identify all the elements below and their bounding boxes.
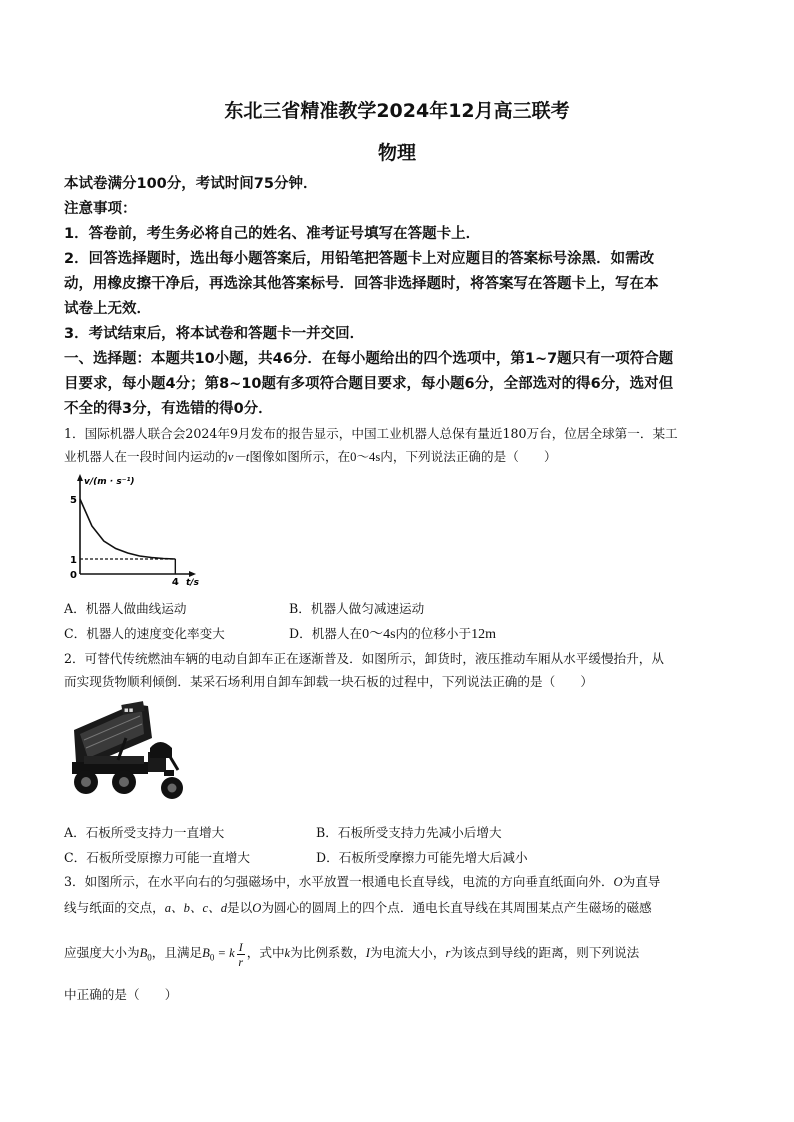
section1-line-1: 一、选择题：本题共10小题，共46分．在每小题给出的四个选项中，第1~7题只有一项符合题 [64,351,674,367]
q1-option-d [289,623,496,643]
q3-line-3-f: 为该点到导线的距离，则下列说法 [450,945,640,960]
vt-origin: 0 [70,570,77,581]
q1-line-2-c: 内，下列说法正确的是（ ） [380,449,557,464]
dump-truck-image [64,700,188,806]
vt-curve [80,499,175,559]
note-item-2-line-2: 动，用橡皮擦干净后，再选涂其他答案标号．回答非选择题时，将答案写在答题卡上，写在本 [64,276,659,292]
q1-option-d-range: 0～4s [362,627,396,642]
q1-option-d-val: 12m [471,627,496,642]
q3-line-3-a: 应强度大小为 [64,945,140,960]
vt-x-arrow [189,571,196,577]
note-item-1: 1．答卷前，考生务必将自己的姓名、准考证号填写在答题卡上． [64,226,481,242]
note-item-2-line-1: 2．回答选择题时，选出每小题答案后，用铅笔把答题卡上对应题目的答案标号涂黑．如需改 [64,251,655,267]
q2-option-c: C．石板所受原擦力可能一直增大 [64,850,250,865]
q1-line-2-b: 图像如图所示，在 [249,449,351,464]
section1-line-2: 目要求，每小题4分；第8~10题有多项符合题目要求，每小题6分，全部选对的得6分，选对但 [64,376,674,392]
vt-xlabel: t/s [186,578,199,588]
q3-line-4: 中正确的是（ ） [64,987,178,1002]
svg-text:▪▪: ▪▪ [124,706,134,714]
q1-line-2-a: 业机器人在一段时间内运动的 [64,449,228,464]
vt-y-arrow [77,474,83,481]
vt-ytick-1: 1 [70,555,77,566]
q3-line-1-b: 为直导 [622,874,661,889]
vt-xtick-4: 4 [171,577,179,588]
note-item-2-line-3: 试卷上无效． [64,301,151,317]
q1-option-a: A．机器人做曲线运动 [64,601,187,616]
vt-ylabel: v/(m · s⁻¹) [84,477,135,487]
vt-symbol: v－t [227,450,250,464]
q3-line-1 [64,872,736,892]
q3-line-3-c: ，式中 [246,945,285,960]
exam-title: 东北三省精准教学2024年12月高三联考 [224,100,570,122]
score-time-note: 本试卷满分100分，考试时间75分钟． [64,176,318,192]
q2-line-1: 2．可替代传统燃油车辆的电动自卸车正在逐渐普及．如图所示，卸货时，液压推动车厢从水平缓慢抬升，从 [64,651,664,666]
q1-option-b: B．机器人做匀减速运动 [289,601,425,616]
q2-option-b: B．石板所受支持力先减小后增大 [316,825,502,840]
q1-line-1: 1．国际机器人联合会2024年9月发布的报告显示，中国工业机器人总保有量近180万台，位居全球第一．某工 [64,426,678,441]
q3-line-2-a: 线与纸面的交点， [64,900,165,915]
notes-heading: 注意事项： [64,201,137,217]
q3-center-o: O [252,901,262,915]
section1-line-3: 不全的得3分，有选错的得0分． [64,401,273,417]
q2-option-a: A．石板所受支持力一直增大 [64,825,225,840]
q3-line-2-b: 是以 [227,900,253,915]
q3-r: r [445,946,451,960]
q3-line-2-c: 为圆心的圆周上的四个点．通电长直导线在其周围某点产生磁场的磁感 [261,900,652,915]
q1-option-d-a: D．机器人在 [289,626,363,641]
q3-line-3-d: 为比例系数， [290,945,366,960]
q2-line-2: 而实现货物顺利倾倒．某采石场利用自卸车卸载一块石板的过程中，下列说法正确的是（ ） [64,674,593,689]
q1-option-c: C．机器人的速度变化率变大 [64,626,225,641]
q3-fraction: $\frac{I}{r}$ [238,939,244,969]
q1-time-range: 0～4s [350,450,381,464]
q3-k: k [284,946,291,960]
q3-b0: $B_0$ [139,946,152,963]
q1-line-2 [64,447,736,467]
q3-symbol-o: O [613,875,623,889]
note-item-3: 3．考试结束后，将本试卷和答题卡一并交回． [64,326,365,342]
q3-i: I [365,946,370,960]
q2-option-d: D．石板所受摩擦力可能先增大后减小 [316,850,528,865]
vt-graph-axes [77,474,196,577]
subject-title: 物理 [377,142,416,164]
q3-points: a、b、c、d [164,901,228,915]
q3-line-1-a: 3．如图所示，在水平向右的匀强磁场中，水平放置一根通电长直导线，电流的方向垂直纸面向外． [64,874,614,889]
q3-line-2 [64,898,736,918]
q3-line-3-b: ，且满足 [151,945,203,960]
vt-ytick-5: 5 [70,495,77,506]
q1-option-d-b: 内的位移小于 [395,626,472,641]
q3-line-3-e: 为电流大小， [369,945,446,960]
vt-graph [66,474,206,590]
q3-line-3 [64,938,736,973]
q3-formula: $B_0 = k$ $\frac{I}{r}$ [202,939,244,969]
